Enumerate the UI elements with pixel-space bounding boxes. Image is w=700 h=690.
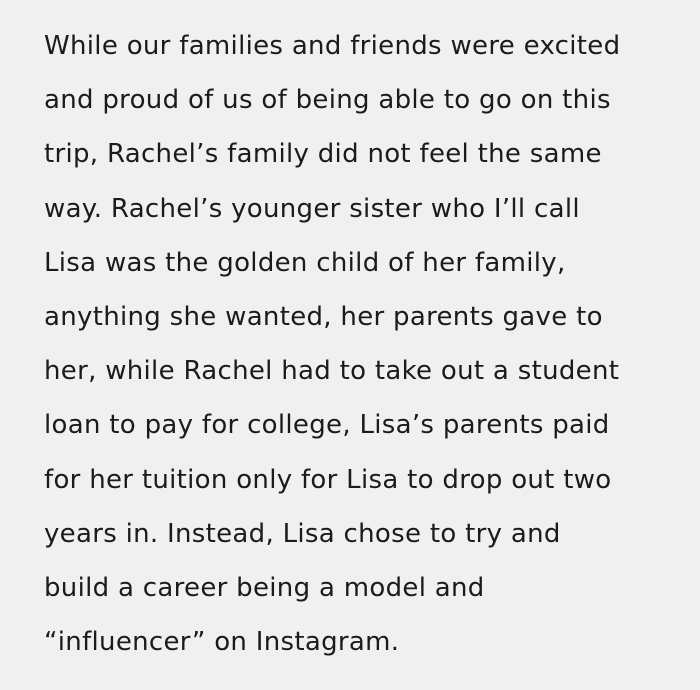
paragraph-line: her, while Rachel had to take out a student <box>44 356 620 387</box>
paragraph-line: build a career being a model and <box>44 572 485 603</box>
paragraph-line: way. Rachel’s younger sister who I’ll call <box>44 193 580 224</box>
paragraph-line: years in. Instead, Lisa chose to try and <box>44 518 561 549</box>
paragraph-line: for her tuition only for Lisa to drop out two <box>44 464 612 495</box>
paragraph-line: Lisa was the golden child of her family, <box>44 247 566 278</box>
paragraph-line: “influencer” on Instagram. <box>44 627 400 658</box>
paragraph-line: loan to pay for college, Lisa’s parents paid <box>44 410 610 441</box>
paragraph-line: While our families and friends were excited <box>44 31 621 61</box>
paragraph-line: and proud of us of being able to go on this <box>44 85 611 116</box>
story-paragraph <box>44 24 684 674</box>
paragraph-line: anything she wanted, her parents gave to <box>44 301 603 332</box>
paragraph-line: trip, Rachel’s family did not feel the same <box>44 139 602 170</box>
